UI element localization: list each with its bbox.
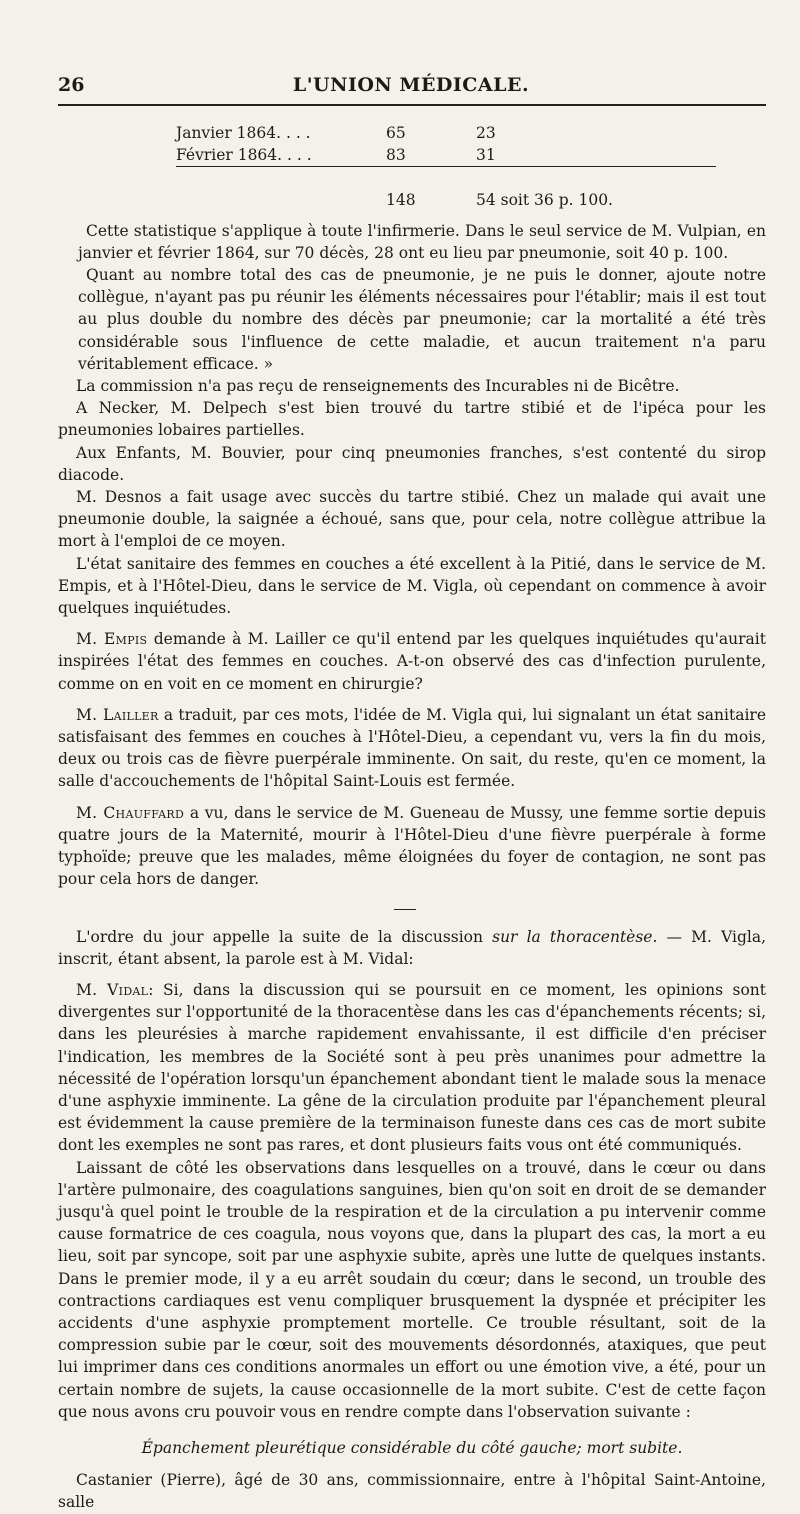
speaker-name: M. Vidal — [76, 980, 149, 999]
intervention-paragraph: M. Lailler a traduit, par ces mots, l'idée de M. Vigla qui, lui signalant un état sanitaire satisfaisant des femmes en couches à l'Hôtel-Dieu, a cependant vu, vers la fin du mois, deux ou trois cas de fièvre puerpérale imminente. On sait, du reste, qu'en ce moment, la salle d'accouchements de l'hôpital Saint-Louis est fermée. — [58, 705, 767, 791]
page-number: 26 — [58, 74, 85, 96]
total-value: 54 soit 36 p. 100. — [476, 191, 613, 210]
case-title: Épanchement pleurétique considérable du côté gauche; mort subite. — [141, 1438, 683, 1457]
paragraph: Aux Enfants, M. Bouvier, pour cinq pneumonies franches, s'est contenté du sirop diacode. — [58, 443, 766, 484]
total-rule — [176, 167, 716, 190]
value-cell: 31 — [476, 146, 496, 165]
quoted-paragraph: Quant au nombre total des cas de pneumonie, je ne puis le donner, ajoute notre collègue, n'ayant pas pu réunir les éléments nécessaires pour l'établir; mais il est tout au plus double du nombre des décès par pneumonie; car la mortalité a été très considérable sous l'influence de cette maladie, et aucun traitement n'a paru véritablement efficace. » — [78, 266, 766, 373]
value-cell: 83 — [386, 146, 406, 165]
month-cell: Janvier 1864. . . . — [176, 124, 311, 142]
intervention-paragraph: M. Chauffard a vu, dans le service de M. Gueneau de Mussy, une femme sortie depuis quatre jours de la Maternité, mourir à l'Hôtel-Dieu d'une fièvre puerpérale à forme typhoïde; preuve que les malades, même éloignées du foyer de contagion, ne sont pas pour cela hors de danger. — [58, 803, 766, 889]
paragraph: Laissant de côté les observations dans lesquelles on a trouvé, dans le cœur ou dans l'artère pulmonaire, des coagulations sanguines, bien qu'on soit en droit de se demander jusqu'à quel point le trouble de la respiration et de la circulation a pu intervenir comme cause formatrice de ces coagula, nous voyons que, dans la plupart des cas, la mort a eu lieu, soit par syncope, soit par une asphyxie subite, après une lutte de quelques instants. Dans le premier mode, il y a eu arrêt soudain du cœur; dans le second, un trouble des contractions cardiaques est venu compliquer brusquement la dyspnée et précipiter les accidents d'une asphyxie promptement mortelle. Ce trouble résultant, soit de la compression subie par le cœur, soit des mouvements désordonnés, ataxiques, que peut lui imprimer dans ces conditions anormales un effort ou une émotion vive, a été, pour un certain nombre de sujets, la cause occasionnelle de la mort subite. C'est de cette façon que nous avons cru pouvoir vous en rendre compte dans l'observation suivante : — [58, 1158, 766, 1421]
case-paragraph: Castanier (Pierre), âgé de 30 ans, commissionnaire, entre à l'hôpital Saint-Antoine, salle — [58, 1471, 766, 1512]
month-cell: Février 1864. . . . — [176, 146, 312, 165]
intervention-paragraph: M. Vidal: Si, dans la discussion qui se poursuit en ce moment, les opinions sont divergentes sur l'opportunité de la thoracentèse dans les cas d'épanchements récents; si, dans les pleurésies à marche rapidement envahissante, il est difficile d'en préciser l'indication, les membres de la Société sont à peu près unanimes pour admettre la nécessité de l'opération lorsqu'un épanchement abondant tient le malade sous la menace d'une asphyxie imminente. La gêne de la circulation produite par l'épanchement pleural est évidemment la cause première de la terminaison funeste dans ces cas de mort subite dont les exemples ne sont pas rares, et dont plusieurs faits vous ont été communiqués. — [58, 980, 767, 1155]
table-total-row — [176, 189, 716, 211]
section-divider — [394, 909, 416, 910]
header-rule — [58, 104, 766, 106]
mortality-table — [176, 122, 716, 212]
speaker-name: M. Chauffard — [76, 803, 185, 822]
paragraph: L'état sanitaire des femmes en couches a été excellent à la Pitié, dans le service de M. Empis, et à l'Hôtel-Dieu, dans le service de M. Vigla, où cependant on commence à avoir quelques inquiétudes. — [58, 554, 766, 618]
value-cell: 65 — [386, 124, 406, 142]
speaker-name: M. Empis — [76, 630, 148, 649]
table-row — [176, 122, 716, 144]
table-row — [176, 144, 716, 167]
article-body — [58, 122, 766, 1514]
value-cell: 23 — [476, 124, 496, 142]
paragraph: La commission n'a pas reçu de renseignements des Incurables ni de Bicêtre. — [76, 377, 680, 396]
journal-title: L'UNION MÉDICALE. — [292, 74, 530, 96]
intervention-paragraph: M. Empis demande à M. Lailler ce qu'il entend par les quelques inquiétudes qu'aurait inspirées l'état des femmes en couches. A-t-on observé des cas d'infection purulente, comme on en voit en ce moment en chirurgie? — [58, 630, 766, 693]
agenda-topic: sur la thoracentèse. — [492, 927, 658, 946]
total-value: 148 — [386, 191, 416, 210]
agenda-paragraph: L'ordre du jour appelle la suite de la discussion sur la thoracentèse. — M. Vigla, inscrit, étant absent, la parole est à M. Vidal: — [58, 927, 766, 968]
page-header — [58, 74, 764, 102]
speaker-name: M. Lailler — [76, 705, 159, 724]
paragraph: M. Desnos a fait usage avec succès du tartre stibié. Chez un malade qui avait une pneumonie double, la saignée a échoué, sans que, pour cela, notre collègue attribue la mort à l'emploi de ce moyen. — [58, 488, 766, 551]
quoted-paragraph: Cette statistique s'applique à toute l'infirmerie. Dans le seul service de M. Vulpian, en janvier et février 1864, sur 70 décès, 28 ont eu lieu par pneumonie, soit 40 p. 100. — [78, 221, 766, 262]
paragraph: A Necker, M. Delpech s'est bien trouvé du tartre stibié et de l'ipéca pour les pneumonies lobaires partielles. — [58, 399, 766, 440]
